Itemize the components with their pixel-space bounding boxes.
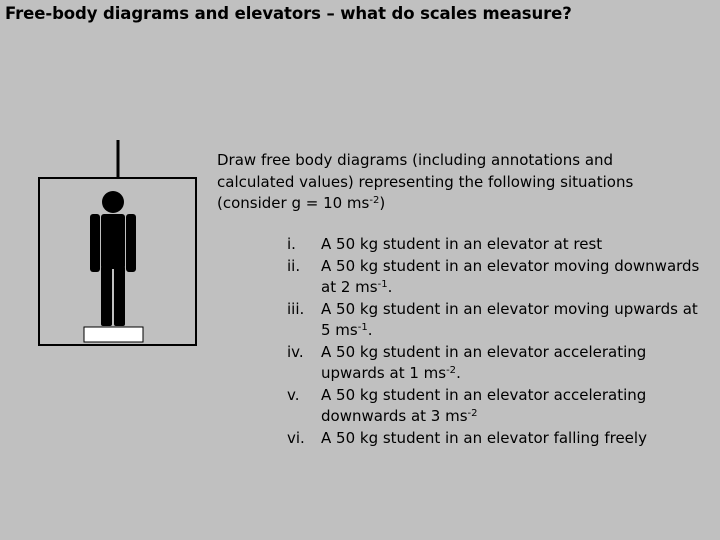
list-item-number: vi. [287,428,305,447]
list-item-number: iv. [287,342,304,361]
list-item-number: ii. [287,256,301,275]
instructions [217,150,697,215]
bathroom-scale [84,327,143,342]
list-item [287,234,712,256]
list-item-number: v. [287,385,300,404]
list-item [287,299,712,342]
list-item-text: A 50 kg student in an elevator moving downwards at 2 $ms^{-1}$. [321,256,700,296]
person-head [102,191,124,213]
list-item [287,256,712,299]
person-torso [101,214,125,269]
instructions-line-2: calculated values) representing the following situations [217,172,634,191]
list-item-text: A 50 kg student in an elevator moving upwards at 5 $ms^{-1}$. [321,299,698,339]
slide-title: Free-body diagrams and elevators – what do scales measure? [5,4,572,23]
list-item [287,428,712,450]
instructions-close: ) [379,194,386,212]
person-left-arm [90,214,100,272]
situation-list [287,234,712,449]
instructions-gravity: (consider g = 10 ms [217,194,370,212]
instructions-gravity-exponent: -2 [369,195,380,206]
instructions-line-1: Draw free body diagrams (including annotations and [217,151,614,169]
list-item-number: iii. [287,299,305,318]
list-item-text: A 50 kg student in an elevator accelerating upwards at 1 $ms^{-2}$. [321,342,647,382]
list-item [287,385,712,428]
person-left-leg [101,266,112,326]
person-right-arm [126,214,136,272]
list-item-text: A 50 kg student in an elevator falling freely [321,428,647,447]
list-item-text: A 50 kg student in an elevator accelerating downwards at 3 $ms^{-2}$ [321,385,647,425]
person-figure [90,191,136,326]
list-item [287,342,712,385]
list-item-text: A 50 kg student in an elevator at rest [321,235,603,253]
instructions-line-3 [217,193,697,215]
person-right-leg [114,266,125,326]
list-item-number: i. [287,235,296,253]
